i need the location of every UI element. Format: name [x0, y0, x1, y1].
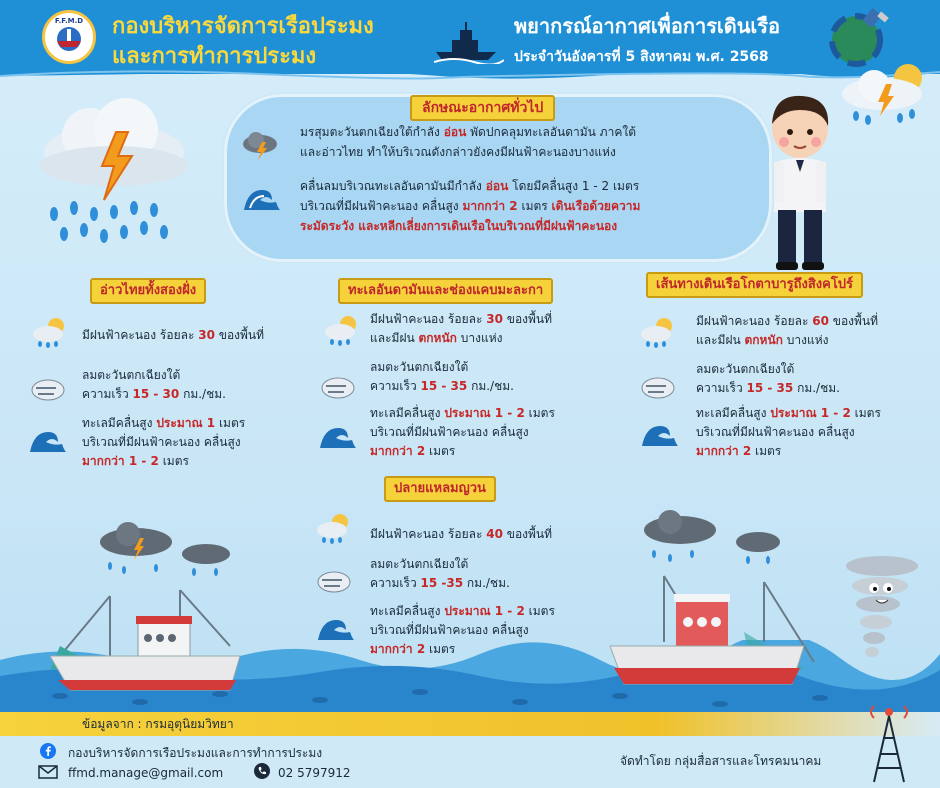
section-ca-mau-cape-title: ปลายแหลมญวน	[384, 476, 496, 502]
radio-tower-icon	[862, 694, 916, 784]
logo-text: F.F.M.D	[54, 17, 84, 25]
kota-wave-line-1: ทะเลมีคลื่นสูง ประมาณ 1 - 2 เมตร	[696, 406, 881, 420]
facebook-page-name[interactable]: กองบริหารจัดการเรือประมงและการทำการประมง	[68, 746, 323, 760]
kota-wave-line-2: บริเวณที่มีฝนฟ้าคะนอง คลื่นสูง	[696, 425, 855, 439]
section-kota-bharu-singapore-title: เส้นทางเดินเรือโกตาบารูถึงสิงคโปร์	[646, 272, 863, 298]
camau-wind-line-2: ความเร็ว 15 -35 กม./ชม.	[370, 576, 510, 590]
anchor-icon	[45, 13, 93, 61]
storm-cloud-icon	[240, 128, 280, 162]
storm-clouds-right-icon	[640, 508, 790, 568]
wave-icon	[242, 182, 282, 216]
camau-wave-line-3: มากกว่า 2 เมตร	[370, 642, 456, 656]
summary-line-5: ระมัดระวัง และหลีกเลี่ยงการเดินเรือในบริเวณที่มีฝนฟ้าคะนอง	[300, 219, 618, 233]
org-name-line1: กองบริหารจัดการเรือประมง	[112, 14, 374, 39]
phone-icon	[254, 763, 270, 779]
general-weather-title: ลักษณะอากาศทั่วไป	[410, 95, 555, 121]
wind-icon	[318, 370, 358, 404]
gulf-wind-line-1: ลมตะวันตกเฉียงใต้	[82, 368, 181, 382]
camau-wave-line-1: ทะเลมีคลื่นสูง ประมาณ 1 - 2 เมตร	[370, 604, 555, 618]
gulf-wind-line-2: ความเร็ว 15 - 30 กม./ชม.	[82, 387, 226, 401]
gulf-wave-line-1: ทะเลมีคลื่นสูง ประมาณ 1 เมตร	[82, 416, 246, 430]
andaman-wave-line-1: ทะเลมีคลื่นสูง ประมาณ 1 - 2 เมตร	[370, 406, 555, 420]
kota-rain-line-2: และมีฝน ตกหนัก บางแห่ง	[696, 333, 829, 347]
storm-cloud-icon	[30, 96, 194, 246]
phone-number[interactable]: 02 5797912	[278, 766, 351, 780]
wind-icon	[28, 372, 68, 406]
andaman-rain-line-2: และมีฝน ตกหนัก บางแห่ง	[370, 331, 503, 345]
sun-cloud-rain-icon	[30, 314, 70, 348]
forecast-date: ประจำวันอังคารที่ 5 สิงหาคม พ.ศ. 2568	[514, 49, 769, 65]
kota-wave-line-3: มากกว่า 2 เมตร	[696, 444, 782, 458]
org-name-line2: และการทำการประมง	[112, 44, 317, 69]
officer-character	[760, 92, 840, 272]
summary-line-2: และอ่าวไทย ทำให้บริเวณดังกล่าวยังคงมีฝนฟ้าคะนองบางแห่ง	[300, 145, 616, 159]
gulf-rain-line: มีฝนฟ้าคะนอง ร้อยละ 30 ของพื้นที่	[82, 328, 265, 342]
sun-cloud-rain-icon	[322, 312, 362, 346]
wave-icon	[28, 424, 68, 458]
sun-storm-cloud-icon	[838, 60, 930, 130]
email-icon	[38, 765, 58, 779]
data-source: ข้อมูลจาก : กรมอุตุนิยมวิทยา	[82, 717, 234, 731]
andaman-wave-line-2: บริเวณที่มีฝนฟ้าคะนอง คลื่นสูง	[370, 425, 529, 439]
camau-rain-line: มีฝนฟ้าคะนอง ร้อยละ 40 ของพื้นที่	[370, 527, 553, 541]
fishing-boat-icon	[40, 586, 250, 706]
kota-rain-line-1: มีฝนฟ้าคะนอง ร้อยละ 60 ของพื้นที่	[696, 314, 879, 328]
wave-icon	[318, 420, 358, 454]
sun-cloud-rain-icon	[314, 510, 354, 544]
section-andaman-title: ทะเลอันดามันและช่องแคบมะละกา	[338, 278, 553, 304]
satellite-icon	[826, 6, 892, 68]
storm-clouds-left-icon	[96, 520, 236, 580]
andaman-wind-line-2: ความเร็ว 15 - 35 กม./ชม.	[370, 379, 514, 393]
gulf-wave-line-2: บริเวณที่มีฝนฟ้าคะนอง คลื่นสูง	[82, 435, 241, 449]
camau-wave-line-2: บริเวณที่มีฝนฟ้าคะนอง คลื่นสูง	[370, 623, 529, 637]
andaman-rain-line-1: มีฝนฟ้าคะนอง ร้อยละ 30 ของพื้นที่	[370, 312, 553, 326]
gulf-wave-line-3: มากกว่า 1 - 2 เมตร	[82, 454, 189, 468]
facebook-icon[interactable]	[40, 743, 56, 759]
wave-icon	[640, 418, 680, 452]
email-address[interactable]: ffmd.manage@gmail.com	[68, 766, 224, 780]
summary-line-3: คลื่นลมบริเวณทะเลอันดามันมีกำลัง อ่อน โดยมีคลื่นสูง 1 - 2 เมตร	[300, 179, 640, 193]
camau-wind-line-1: ลมตะวันตกเฉียงใต้	[370, 557, 469, 571]
section-gulf-of-thailand-title: อ่าวไทยทั้งสองฝั่ง	[90, 278, 206, 304]
wind-icon	[638, 370, 678, 404]
kota-wind-line-1: ลมตะวันตกเฉียงใต้	[696, 362, 795, 376]
andaman-wind-line-1: ลมตะวันตกเฉียงใต้	[370, 360, 469, 374]
wind-icon	[314, 564, 354, 598]
kota-wind-line-2: ความเร็ว 15 - 35 กม./ชม.	[696, 381, 840, 395]
producer-credit: จัดทำโดย กลุ่มสื่อสารและโทรคมนาคม	[620, 754, 822, 768]
summary-line-1: มรสุมตะวันตกเฉียงใต้กำลัง อ่อน พัดปกคลุมทะเลอันดามัน ภาคใต้	[300, 125, 637, 139]
tornado-icon	[838, 552, 922, 672]
andaman-wave-line-3: มากกว่า 2 เมตร	[370, 444, 456, 458]
sun-cloud-rain-icon	[638, 314, 678, 348]
patrol-boat-icon	[434, 18, 504, 64]
forecast-title: พยากรณ์อากาศเพื่อการเดินเรือ	[514, 14, 781, 38]
ffmd-logo	[42, 10, 96, 64]
summary-line-4: บริเวณที่มีฝนฟ้าคะนอง คลื่นสูง มากกว่า 2 เมตร เดินเรือด้วยความ	[300, 199, 641, 213]
trawler-boat-icon	[604, 572, 828, 700]
